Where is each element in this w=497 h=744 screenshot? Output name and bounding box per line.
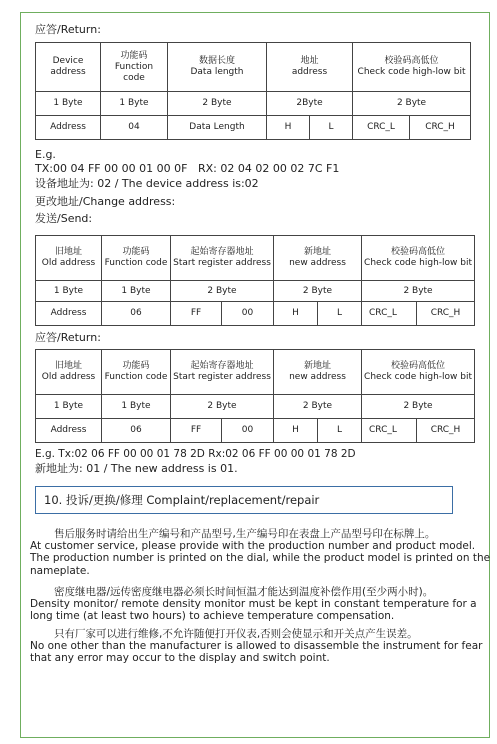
header-cell: 校验码高低位 Check code high-low bit (362, 236, 475, 281)
byte-cell: 1 Byte (36, 92, 101, 116)
paragraph-cn: 售后服务时请给出生产编号和产品型号,生产编号印在表盘上产品型号印在标牌上。 (54, 528, 436, 540)
table-row (36, 395, 475, 419)
header-cell: 旧地址 Old address (36, 350, 102, 395)
table-header-row (36, 350, 475, 395)
header-cell: 起始寄存器地址 Start register address (171, 350, 274, 395)
field-cell: CRC_L (362, 302, 417, 326)
example-tx: TX:00 04 FF 00 00 01 00 0F (35, 162, 188, 175)
table-row (36, 302, 475, 326)
table-row (36, 92, 471, 116)
header-cell: 功能码 Function code (102, 350, 171, 395)
response-label-2: 应答/Return: (35, 331, 101, 344)
field-cell: L (318, 419, 362, 443)
send-label: 发送/Send: (35, 212, 93, 225)
field-cell: 00 (222, 419, 274, 443)
table-row (36, 419, 475, 443)
header-cell: 功能码 Function code (102, 236, 171, 281)
header-cell: Device address (36, 43, 101, 92)
byte-cell: 2 Byte (274, 281, 362, 302)
field-cell: CRC_H (417, 302, 475, 326)
field-cell: H (267, 116, 310, 140)
byte-cell: 2 Byte (171, 395, 274, 419)
byte-cell: 1 Byte (36, 395, 102, 419)
example-rx: RX: 02 04 02 00 02 7C F1 (198, 162, 340, 175)
byte-cell: 2 Byte (171, 281, 274, 302)
field-cell: 00 (222, 302, 274, 326)
paragraph-en: No one other than the manufacturer is allowed to disassemble the instrument for fear that any error may occur to the display and switch point. (30, 640, 483, 665)
paragraph-cn: 密度继电器/远传密度继电器必须长时间恒温才能达到温度补偿作用(至少两小时)。 (54, 586, 434, 598)
byte-cell: 2 Byte (362, 395, 475, 419)
byte-cell: 1 Byte (102, 281, 171, 302)
header-cell: 地址 address (267, 43, 353, 92)
field-cell: CRC_H (417, 419, 475, 443)
byte-cell: 2 Byte (274, 395, 362, 419)
field-cell: L (318, 302, 362, 326)
example-note: 设备地址为: 02 / The device address is:02 (35, 177, 259, 190)
header-cell: 数据长度 Data length (168, 43, 267, 92)
paragraph-en: Density monitor/ remote density monitor must be kept in constant temperature for a long time (at least two hours) to achieve temperature compensation. (30, 598, 477, 623)
field-cell: H (274, 302, 318, 326)
header-cell: 旧地址 Old address (36, 236, 102, 281)
table-header-row (36, 43, 471, 92)
response-label-1: 应答/Return: (35, 23, 101, 36)
field-cell: 04 (101, 116, 168, 140)
section-10-title: 10. 投诉/更换/修理 Complaint/replacement/repair (35, 486, 453, 514)
send-table (35, 235, 475, 326)
header-cell: 新地址 new address (274, 236, 362, 281)
header-cell: 新地址 new address (274, 350, 362, 395)
field-cell: Data Length (168, 116, 267, 140)
header-cell: 校验码高低位 Check code high-low bit (362, 350, 475, 395)
byte-cell: 2Byte (267, 92, 353, 116)
header-cell: 功能码 Function code (101, 43, 168, 92)
table-row (36, 116, 471, 140)
paragraph-cn: 只有厂家可以进行维修,不允许随便打开仪表,否则会使显示和开关点产生误差。 (54, 628, 418, 640)
field-cell: FF (171, 419, 222, 443)
field-cell: 06 (102, 419, 171, 443)
header-cell: 校验码高低位 Check code high-low bit (353, 43, 471, 92)
field-cell: CRC_H (410, 116, 471, 140)
repair-paragraph (30, 628, 492, 665)
field-cell: H (274, 419, 318, 443)
density-paragraph (30, 586, 492, 623)
byte-cell: 1 Byte (101, 92, 168, 116)
change-address-title: 更改地址/Change address: (35, 195, 176, 208)
field-cell: Address (36, 116, 101, 140)
table-row (36, 281, 475, 302)
paragraph-en: At customer service, please provide with the production number and product model. The production number is printed on the dial, while the product model is printed on the nameplate. (30, 540, 491, 577)
byte-cell: 1 Byte (36, 281, 102, 302)
field-cell: Address (36, 302, 102, 326)
field-cell: Address (36, 419, 102, 443)
byte-cell: 2 Byte (168, 92, 267, 116)
field-cell: CRC_L (362, 419, 417, 443)
example-2-note: 新地址为: 01 / The new address is 01. (35, 462, 238, 475)
header-cell: 起始寄存器地址 Start register address (171, 236, 274, 281)
field-cell: CRC_L (353, 116, 410, 140)
table-header-row (36, 236, 475, 281)
example-label: E.g. (35, 148, 56, 161)
service-paragraph (30, 528, 492, 577)
field-cell: FF (171, 302, 222, 326)
byte-cell: 2 Byte (362, 281, 475, 302)
field-cell: 06 (102, 302, 171, 326)
byte-cell: 2 Byte (353, 92, 471, 116)
field-cell: L (310, 116, 353, 140)
response-table-1 (35, 42, 471, 140)
example-2-line: E.g. Tx:02 06 FF 00 00 01 78 2D Rx:02 06 FF 00 00 01 78 2D (35, 448, 356, 460)
response-table-2 (35, 349, 475, 443)
byte-cell: 1 Byte (102, 395, 171, 419)
